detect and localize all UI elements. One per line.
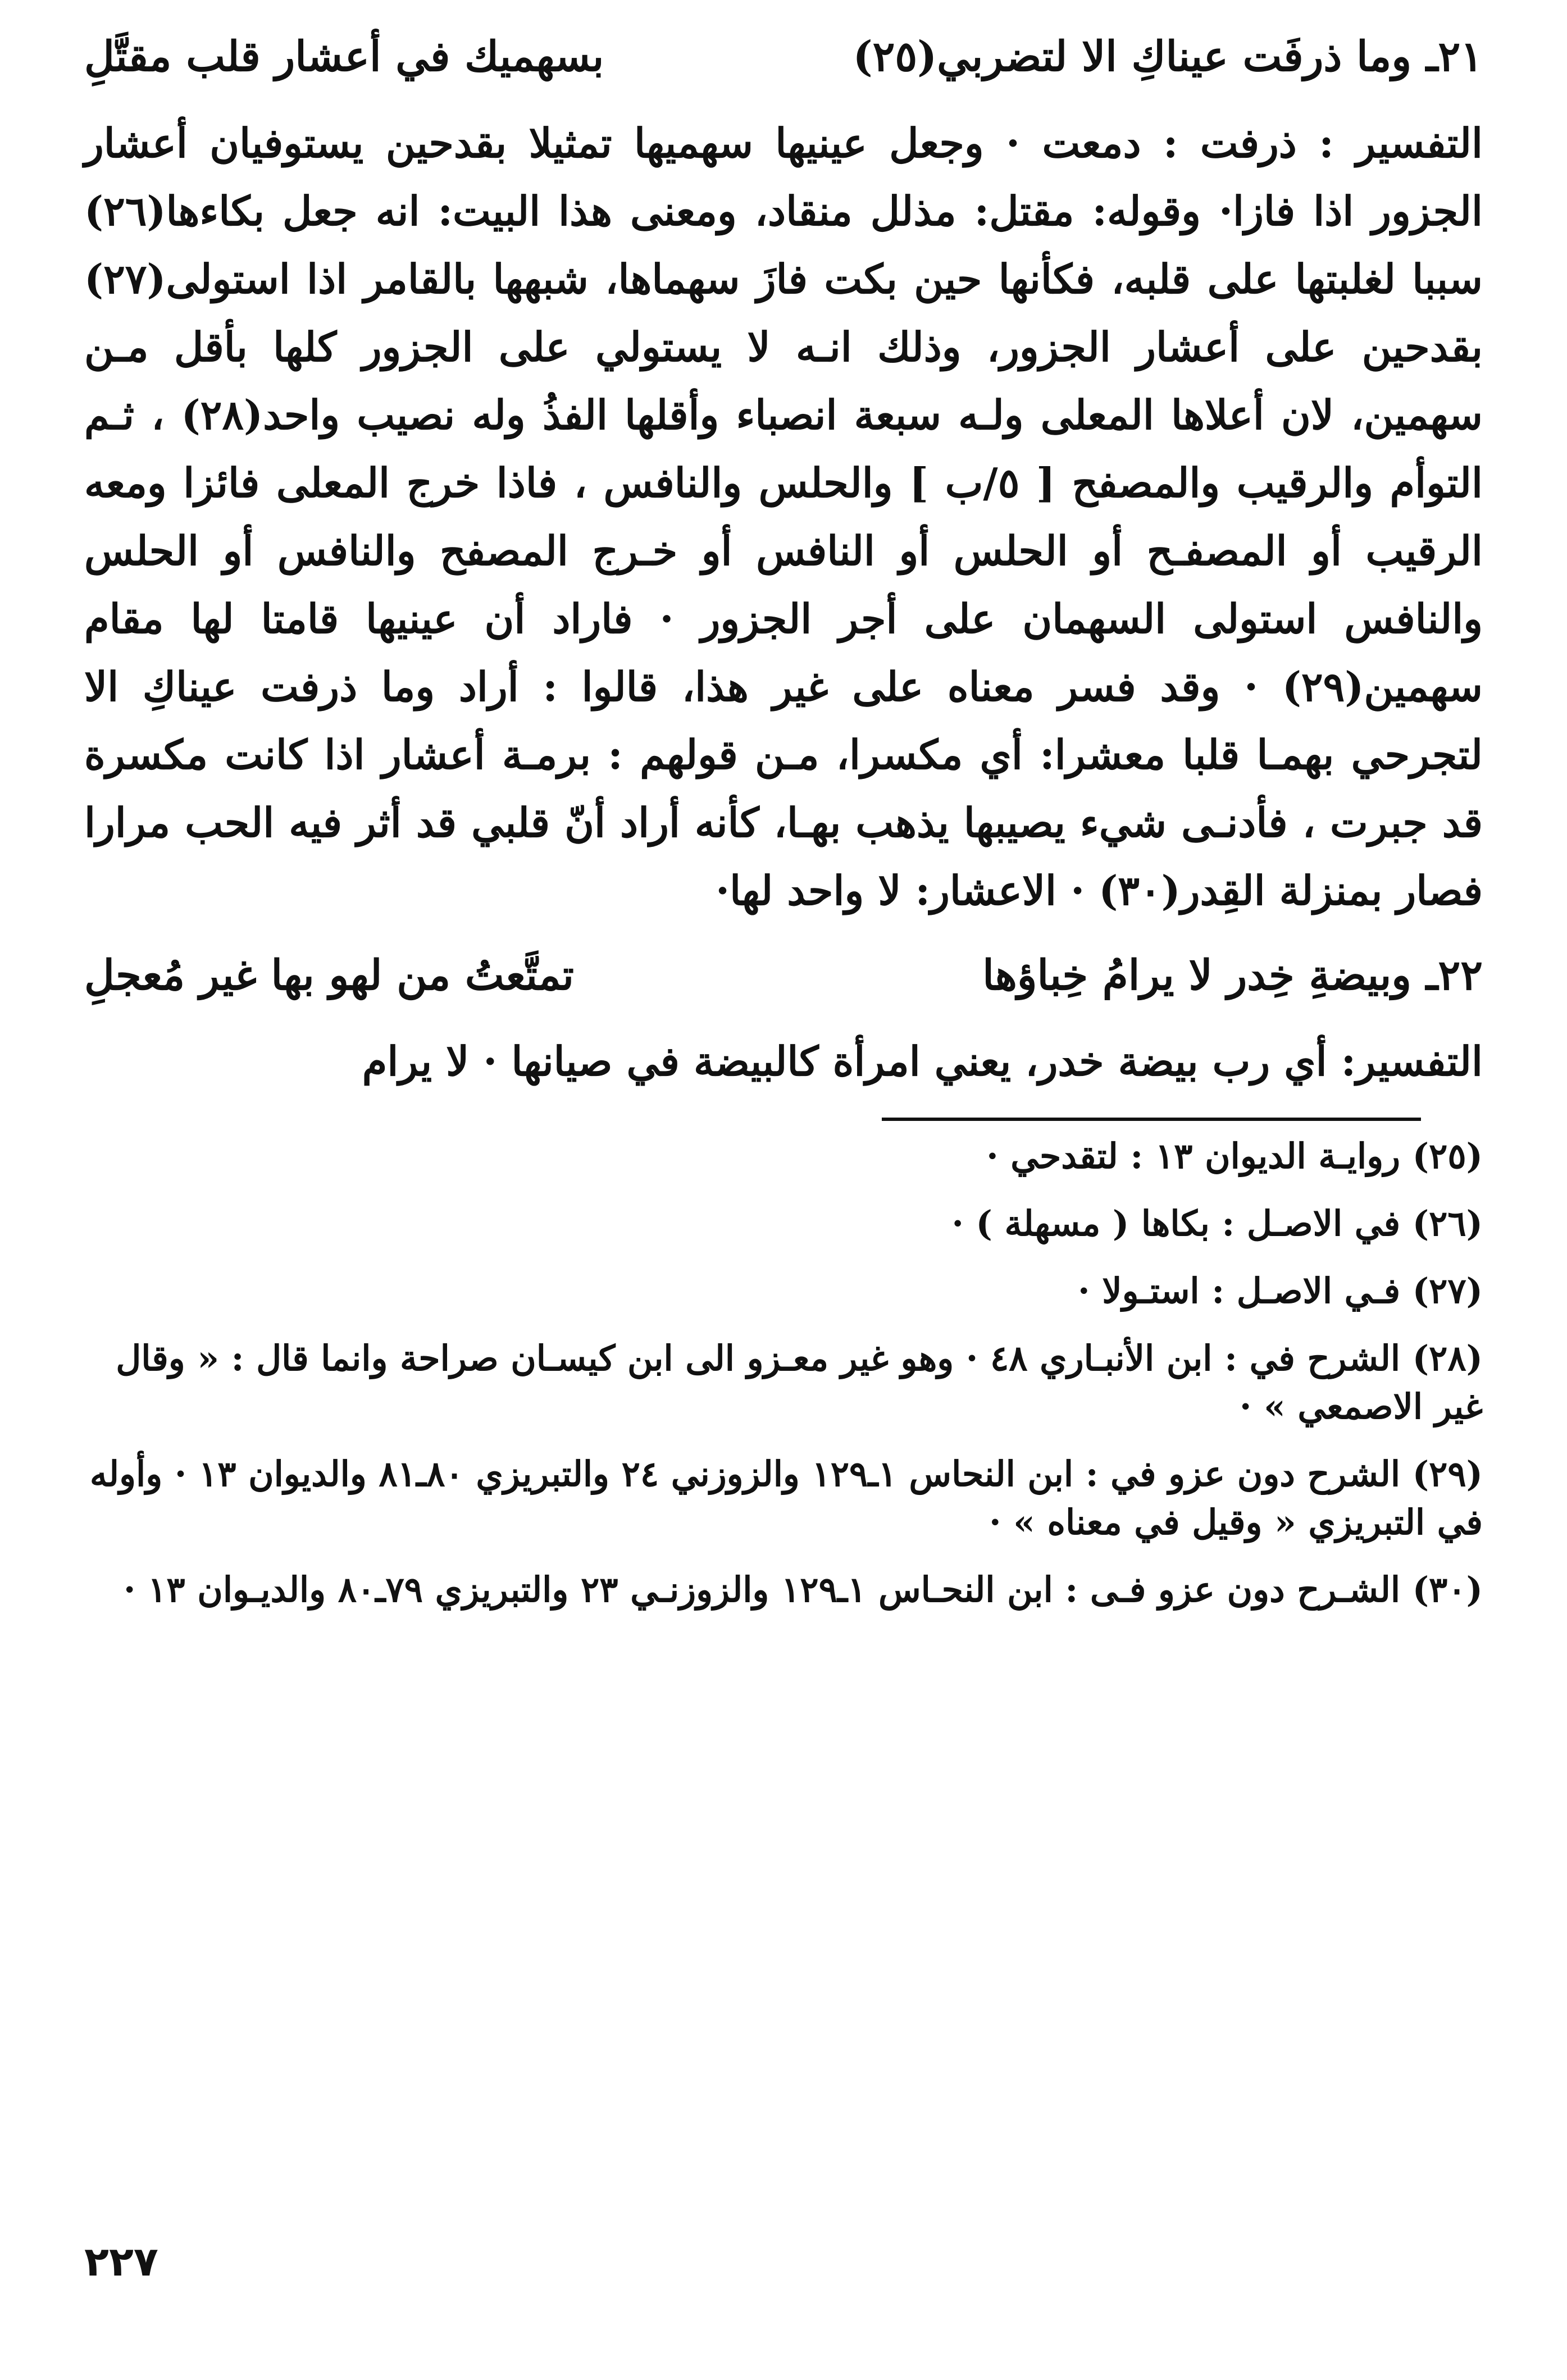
- verse-21-second-hemistich: بسهميك في أعشار قلب مقتَّلِ: [84, 33, 604, 81]
- verse-21-first-hemistich: ٢١ـ وما ذرفَت عيناكِ الا لتضربي(٢٥): [853, 33, 1483, 81]
- footnote-29: (٢٩) الشرح دون عزو في : ابن النحاس ١ـ١٢٩ والزوزني ٢٤ والتبريزي ٨٠ـ٨١ والديوان ١٣ · وأوله في التبريزي « وقيل في معناه » ·: [89, 1453, 1483, 1543]
- verse-21: [84, 28, 1483, 86]
- commentary-verse-22: التفسير: أي رب بيضة خدر، يعني امرأة كالبيضة في صيانها · لا يرام: [362, 1037, 1483, 1086]
- verse-22: [84, 947, 1483, 1005]
- verse-22-first-hemistich: ٢٢ـ وبيضةِ خِدر لا يرامُ خِباؤها: [982, 951, 1483, 1000]
- footnote-30: (٣٠) الشـرح دون عزو فـى : ابن النحـاس ١ـ١٢٩ والزوزنـي ٢٣ والتبريزي ٧٩ـ٨٠ والديـوان ١٣ ·: [123, 1569, 1483, 1611]
- footnote-28: (٢٨) الشرح في : ابن الأنبـاري ٤٨ · وهو غير معـزو الى ابن كيسـان صراحة وانما قال : « وقال غير الاصمعي » ·: [116, 1338, 1483, 1428]
- footnote-26: (٢٦) في الاصـل : بكاها ( مسهلة ) ·: [951, 1203, 1483, 1244]
- page-number: ٢٢٧: [84, 2238, 158, 2285]
- footnotes-list: [84, 1132, 1483, 1614]
- footnote-25: (٢٥) روايـة الديوان ١٣ : لتقدحي ·: [986, 1136, 1483, 1177]
- commentary-verse-21: التفسير : ذرفت : دمعت · وجعل عينيها سهميها تمثيلا بقدحين يستوفيان أعشار الجزور اذا فازا· وقوله: مقتل: مذلل منقاد، ومعنى هذا البيت: انه جعل بكاءها(٢٦) سببا لغلبتها على قلبه، فكأنها حين بكت فازَ سهماها، شبهها بالقامر اذا استولى(٢٧) بقدحين على أعشار الجزور، وذلك انـه لا يستولي على الجزور كلها بأقل مـن سهمين، لان أعلاها المعلى ولـه سبعة انصباء وأقلها الفذُ وله نصيب واحد(٢٨) ، ثـم التوأم والرقيب والمصفح [ ٥/ب ] والحلس والنافس ، فاذا خرج المعلى فائزا ومعه الرقيب أو المصفـح أو الحلس أو النافس أو خـرج المصفح والنافس أو الحلس والنافس استولى السهمان على أجر الجزور · فاراد أن عينيها قامتا لها مقام سهمين(٢٩) · وقد فسر معناه على غير هذا، قالوا : أراد وما ذرفت عيناكِ الا لتجرحي بهمـا قلبا معشرا: أي مكسرا، مـن قولهم : برمـة أعشار اذا كانت مكسرة قد جبرت ، فأدنـى شيء يصيبها يذهب بهـا، كأنه أراد أنّ قلبي قد أثر فيه الحب مرارا فصار بمنزلة القِدر(٣٠) · الاعشار: لا واحد لها·: [84, 118, 1483, 914]
- verse-22-second-hemistich: تمتَّعتُ من لهو بها غير مُعجلِ: [84, 951, 574, 1000]
- footnote-27: (٢٧) فـي الاصـل : استـولا ·: [1078, 1270, 1483, 1312]
- footnote-divider: [882, 1118, 1421, 1121]
